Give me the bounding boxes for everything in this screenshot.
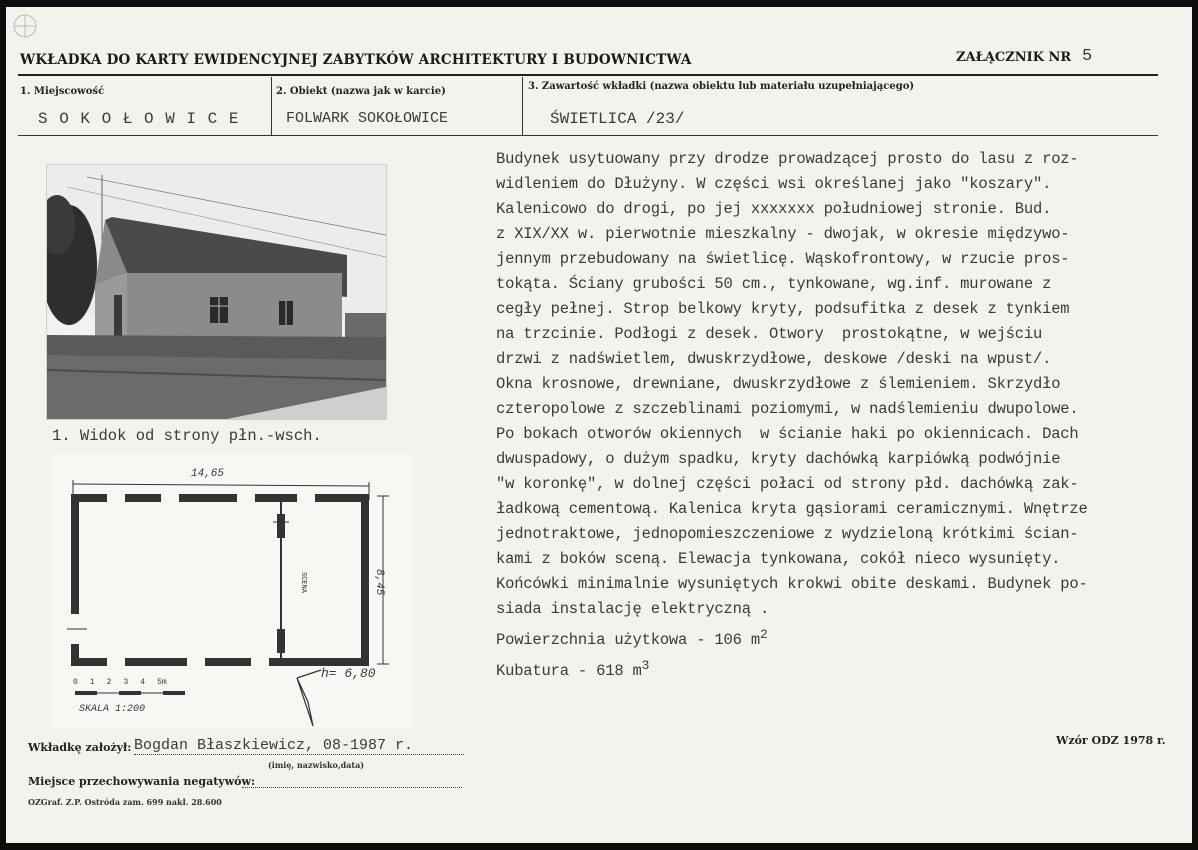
header-rule: [18, 74, 1158, 76]
building-description: [496, 147, 1156, 684]
scale-tick: 4: [140, 678, 146, 687]
area-text: Powierzchnia użytkowa - 106 m: [496, 631, 760, 650]
field-2-value: FOLWARK SOKOŁOWICE: [286, 110, 449, 127]
scale-tick: 3: [123, 678, 129, 687]
scale-label: SKALA 1:200: [79, 704, 146, 715]
volume-text: Kubatura - 618 m: [496, 662, 642, 681]
attachment-label: ZAŁĄCZNIK NR: [956, 50, 1072, 65]
record-sheet: [6, 7, 1192, 843]
field-1-label: 1. Miejscowość: [20, 86, 105, 97]
field-2-label: 2. Obiekt (nazwa jak w karcie): [276, 86, 446, 97]
floor-plan-drawing: [51, 454, 413, 729]
author-label: Wkładkę założył:: [28, 741, 132, 754]
building-photo-image: [47, 165, 386, 419]
storage-label: Miejsce przechowywania negatywów:: [28, 775, 256, 788]
author-field-hint: (imię, nazwisko,data): [268, 760, 365, 770]
description-line: drzwi z nadświetlem, dwuskrzydłowe, deskowe /deski na wpust/.: [496, 350, 1052, 368]
form-model-label: Wzór ODZ 1978 r.: [1056, 734, 1166, 747]
plan-height-note: h= 6,80: [321, 666, 376, 681]
sheet-title: WKŁADKA DO KARTY EWIDENCYJNEJ ZABYTKÓW ARCHITEKTURY I BUDOWNICTWA: [20, 52, 692, 68]
field-3-label: 3. Zawartość wkładki (nazwa obiektu lub materiału uzupełniającego): [528, 81, 915, 92]
description-line: Końcówki minimalnie wysuniętych krokwi obite deskami. Budynek po-: [496, 575, 1088, 593]
plan-depth-dimension: 8,45: [373, 569, 385, 596]
description-line: widleniem do Dłużyny. W części wsi określanej jako "koszary".: [496, 175, 1052, 193]
field-1-value: S O K O Ł O W I C E: [38, 110, 240, 128]
description-line: Po bokach otworów okiennych w ścianie haki po okiennicach. Dach: [496, 425, 1079, 443]
scale-ticks: [73, 678, 203, 687]
print-info: OZGraf. Z.P. Ostróda zam. 699 nakł. 28.600: [28, 797, 222, 807]
description-line: z XIX/XX w. pierwotnie mieszkalny - dwojak, w okresie międzywo-: [496, 225, 1070, 243]
photo-caption: 1. Widok od strony płn.-wsch.: [52, 427, 322, 445]
description-line: "w koronkę", w dolnej części połaci od strony płd. dachówką zak-: [496, 475, 1079, 493]
author-value: Bogdan Błaszkiewicz, 08-1987 r.: [134, 737, 464, 755]
description-line: Kalenicowo do drogi, po jej xxxxxxx południowej stronie. Bud.: [496, 200, 1052, 218]
building-photo: [46, 164, 387, 420]
description-line: czteropolowe z szczeblinami poziomymi, w nadślemieniu dwupolowe.: [496, 400, 1079, 418]
storage-value-line: [242, 775, 462, 788]
field-divider-2: [522, 77, 523, 135]
description-line: cegły pełnej. Strop belkowy kryty, podsufitka z desek z tynkiem: [496, 300, 1070, 318]
scale-tick: 2: [106, 678, 112, 687]
description-line: kami z boków sceną. Elewacja tynkowana, cokół nieco wysunięty.: [496, 550, 1061, 568]
field-divider-1: [271, 77, 272, 135]
description-line: tokąta. Ściany grubości 50 cm., tynkowane, wg.inf. murowane z: [496, 275, 1052, 293]
field-row-rule: [18, 135, 1158, 136]
volume-unit-exponent: 3: [641, 658, 650, 674]
description-line: siada instalację elektryczną .: [496, 600, 770, 618]
floor-plan: [51, 454, 413, 729]
description-line: jednotraktowe, jednopomieszczeniowe z wydzieloną krótkimi ścian-: [496, 525, 1079, 543]
description-line: Budynek usytuowany przy drodze prowadzącej prosto do lasu z roz-: [496, 150, 1079, 168]
area-line: [496, 622, 1156, 653]
area-unit-exponent: 2: [759, 627, 768, 642]
scale-tick: 5m: [157, 678, 167, 687]
description-line: jennym przebudowany na świetlicę. Wąskofrontowy, w rzucie pros-: [496, 250, 1070, 268]
description-line: na trzcinie. Podłogi z desek. Otwory prostokątne, w wejściu: [496, 325, 1043, 343]
description-line: dwuspadowy, o dużym spadku, kryty dachówką karpiówką podwójnie: [496, 450, 1061, 468]
registration-mark: [10, 11, 40, 41]
description-line: ładkową cementową. Kalenica kryta gąsiorami ceramicznymi. Wnętrze: [496, 500, 1088, 518]
scale-tick: 0: [73, 678, 78, 687]
scale-tick: 1: [89, 678, 95, 687]
attachment-number: 5: [1082, 47, 1093, 66]
plan-width-dimension: 14,65: [191, 468, 225, 480]
volume-line: [496, 653, 1156, 684]
plan-stage-label: SCENA: [299, 572, 307, 594]
description-line: Okna krosnowe, drewniane, dwuskrzydłowe z ślemieniem. Skrzydło: [496, 375, 1061, 393]
field-3-value: ŚWIETLICA /23/: [550, 110, 685, 128]
